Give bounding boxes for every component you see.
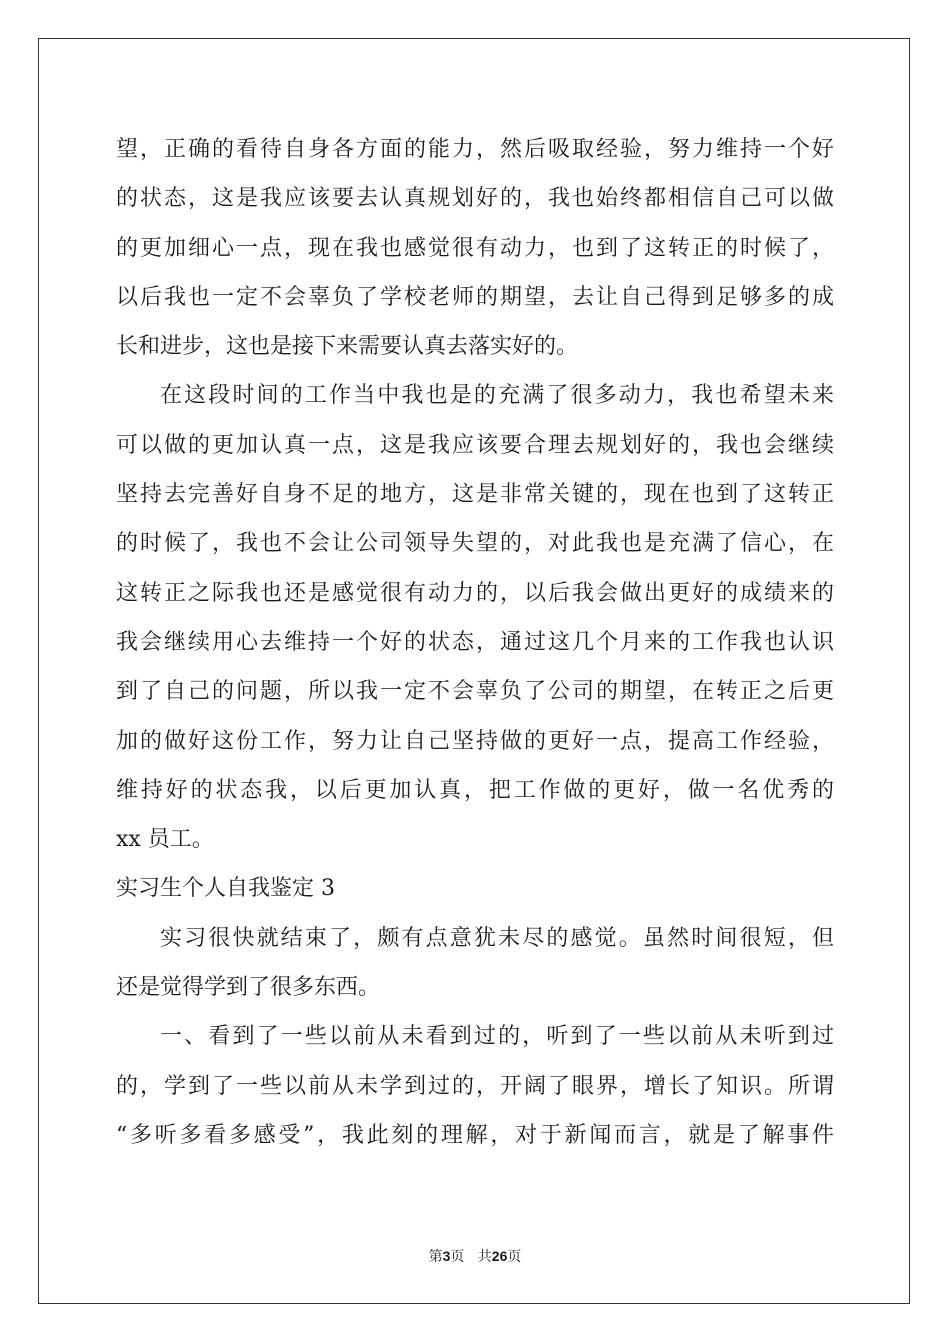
- text-line: 这转正之际我也还是感觉很有动力的，以后我会做出更好的成绩来的: [116, 580, 834, 606]
- text-line: 的时候了，我也不会让公司领导失望的，对此我也是充满了信心，在: [116, 531, 834, 557]
- page-label-suffix: 页: [450, 1249, 465, 1265]
- text-line: xx 员工。: [116, 827, 214, 853]
- text-line: 我会继续用心去维持一个好的状态，通过这几个月来的工作我也认识: [116, 629, 834, 655]
- text-line: 加的做好这份工作，努力让自己坚持做的更好一点，提高工作经验，: [116, 728, 834, 754]
- text-line: 以后我也一定不会辜负了学校老师的期望，去让自己得到足够多的成: [116, 284, 834, 310]
- text-line: 坚持去完善好自身不足的地方，这是非常关键的，现在也到了这转正: [116, 482, 834, 508]
- text-line: 望，正确的看待自身各方面的能力，然后吸取经验，努力维持一个好: [116, 137, 834, 162]
- total-label-suffix: 页: [507, 1249, 522, 1265]
- text-line: 维持好的状态我，以后更加认真，把工作做的更好，做一名优秀的: [116, 777, 834, 803]
- text-line: 长和进步，这也是接下来需要认真去落实好的。: [116, 334, 579, 360]
- text-line: 的更加细心一点，现在我也感觉很有动力，也到了这转正的时候了，: [116, 235, 834, 261]
- section-heading: 实习生个人自我鉴定 3: [116, 876, 335, 902]
- paragraph-first-line: 实习很快就结束了，颇有点意犹未尽的感觉。虽然时间很短，但: [160, 925, 834, 951]
- page-number: 3: [442, 1248, 451, 1264]
- total-pages: 26: [491, 1248, 508, 1264]
- paragraph-first-line: 在这段时间的工作当中我也是的充满了很多动力，我也希望未来: [160, 383, 834, 409]
- text-line: 的状态，这是我应该要去认真规划好的，我也始终都相信自己可以做: [116, 186, 834, 212]
- text-line: “多听多看多感受”，我此刻的理解，对于新闻而言，就是了解事件: [116, 1122, 834, 1148]
- text-line: 到了自己的问题，所以我一定不会辜负了公司的期望，在转正之后更: [116, 679, 834, 705]
- text-line: 的，学到了一些以前从未学到过的，开阔了眼界，增长了知识。所谓: [116, 1073, 834, 1099]
- total-label-prefix: 共: [477, 1249, 492, 1265]
- page-footer: [0, 1246, 950, 1266]
- text-line: 还是觉得学到了很多东西。: [116, 975, 381, 1001]
- document-body: [116, 125, 834, 1160]
- paragraph-first-line: 一、看到了一些以前从未看到过的，听到了一些以前从未听到过: [160, 1024, 834, 1050]
- text-line: 可以做的更加认真一点，这是我应该要合理去规划好的，我也会继续: [116, 432, 834, 458]
- page-label-prefix: 第: [428, 1249, 443, 1265]
